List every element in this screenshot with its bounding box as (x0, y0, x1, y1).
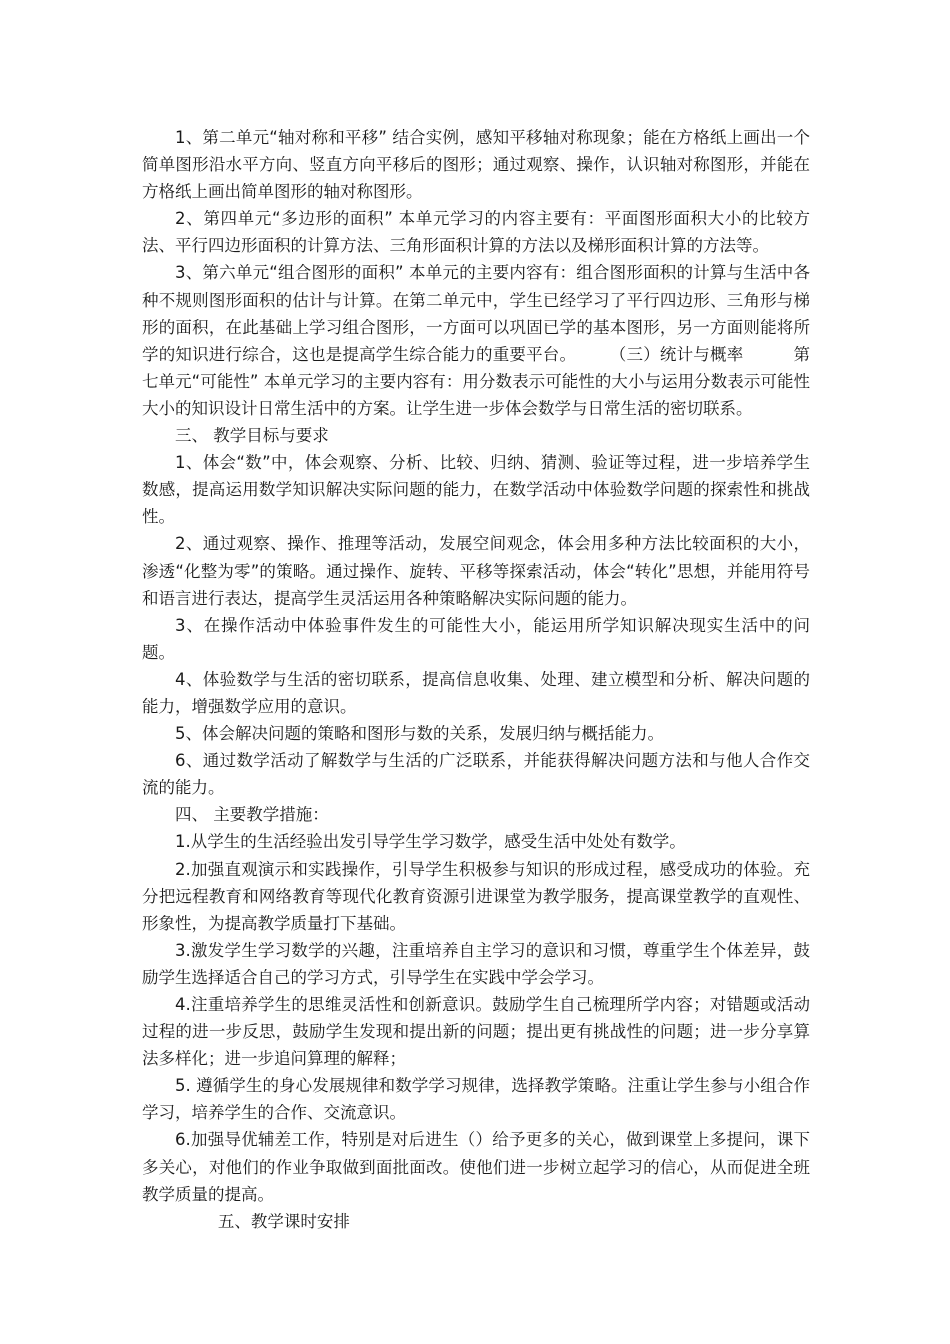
measure-2: 2.加强直观演示和实践操作，引导学生积极参与知识的形成过程，感受成功的体验。充分把远程教育和网络教育等现代化教育资源引进课堂为教学服务，提高课堂教学的直观性、形象性，为提高教学质量打下基础。 (142, 859, 810, 933)
measure-6: 6.加强导优辅差工作，特别是对后进生（）给予更多的关心，做到课堂上多提问，课下多关心，对他们的作业争取做到面批面改。使他们进一步树立起学习的信心，从而促进全班教学质量的提高。 (142, 1130, 810, 1204)
goal-5: 5、体会解决问题的策略和图形与数的关系，发展归纳与概括能力。 (175, 724, 664, 744)
heading-schedule: 五、教学课时安排 (217, 1211, 350, 1231)
measure-1: 1.从学生的生活经验出发引导学生学习数学，感受生活中处处有数学。 (175, 832, 686, 852)
heading-goals: 三、 教学目标与要求 (175, 426, 329, 446)
goal-6: 6、通过数学活动了解数学与生活的广泛联系，并能获得解决问题方法和与他人合作交流的能力。 (142, 751, 810, 798)
goal-4: 4、体验数学与生活的密切联系，提高信息收集、处理、建立模型和分析、解决问题的能力，增强数学应用的意识。 (142, 669, 810, 716)
measure-3: 3.激发学生学习数学的兴趣，注重培养自主学习的意识和习惯，尊重学生个体差异，鼓励学生选择适合自己的学习方式，引导学生在实践中学会学习。 (142, 940, 810, 987)
goal-3: 3、在操作活动中体验事件发生的可能性大小，能运用所学知识解决现实生活中的问题。 (142, 615, 810, 662)
measure-4: 4.注重培养学生的思维灵活性和创新意识。鼓励学生自己梳理所学内容；对错题或活动过程的进一步反思，鼓励学生发现和提出新的问题；提出更有挑战性的问题；进一步分享算法多样化；进一步追问算理的解释； (142, 995, 810, 1069)
heading-measures: 四、 主要教学措施： (175, 805, 329, 825)
paragraph-unit-4: 2、第四单元“多边形的面积” 本单元学习的内容主要有：平面图形面积大小的比较方法、平行四边形面积的计算方法、三角形面积计算的方法以及梯形面积计算的方法等。 (142, 209, 810, 256)
measure-5: 5. 遵循学生的身心发展规律和数学学习规律，选择教学策略。注重让学生参与小组合作学习，培养学生的合作、交流意识。 (142, 1076, 810, 1123)
document-page (142, 124, 810, 1235)
goal-2: 2、通过观察、操作、推理等活动，发展空间观念，体会用多种方法比较面积的大小，渗透“化整为零”的策略。通过操作、旋转、平移等探索活动，体会“转化”思想，并能用符号和语言进行表达，提高学生灵活运用各种策略解决实际问题的能力。 (142, 534, 810, 608)
paragraph-unit-6: 3、第六单元“组合图形的面积” 本单元的主要内容有：组合图形面积的计算与生活中各种不规则图形面积的估计与计算。在第二单元中，学生已经学习了平行四边形、三角形与梯形的面积，在此基础上学习组合图形，一方面可以巩固已学的基本图形，另一方面则能将所学的知识进行综合，这也是提高学生综合能力的重要平台。 （三）统计与概率 第七单元“可能性” 本单元学习的主要内容有：用分数表示可能性的大小与运用分数表示可能性大小的知识设计日常生活中的方案。让学生进一步体会数学与日常生活的密切联系。 (142, 263, 810, 418)
goal-1: 1、体会“数”中，体会观察、分析、比较、归纳、猜测、验证等过程，进一步培养学生数感，提高运用数学知识解决实际问题的能力，在数学活动中体验数学问题的探索性和挑战性。 (142, 453, 810, 527)
paragraph-unit-2: 1、第二单元“轴对称和平移” 结合实例，感知平移轴对称现象；能在方格纸上画出一个简单图形沿水平方向、竖直方向平移后的图形；通过观察、操作，认识轴对称图形，并能在方格纸上画出简单图形的轴对称图形。 (142, 128, 810, 202)
